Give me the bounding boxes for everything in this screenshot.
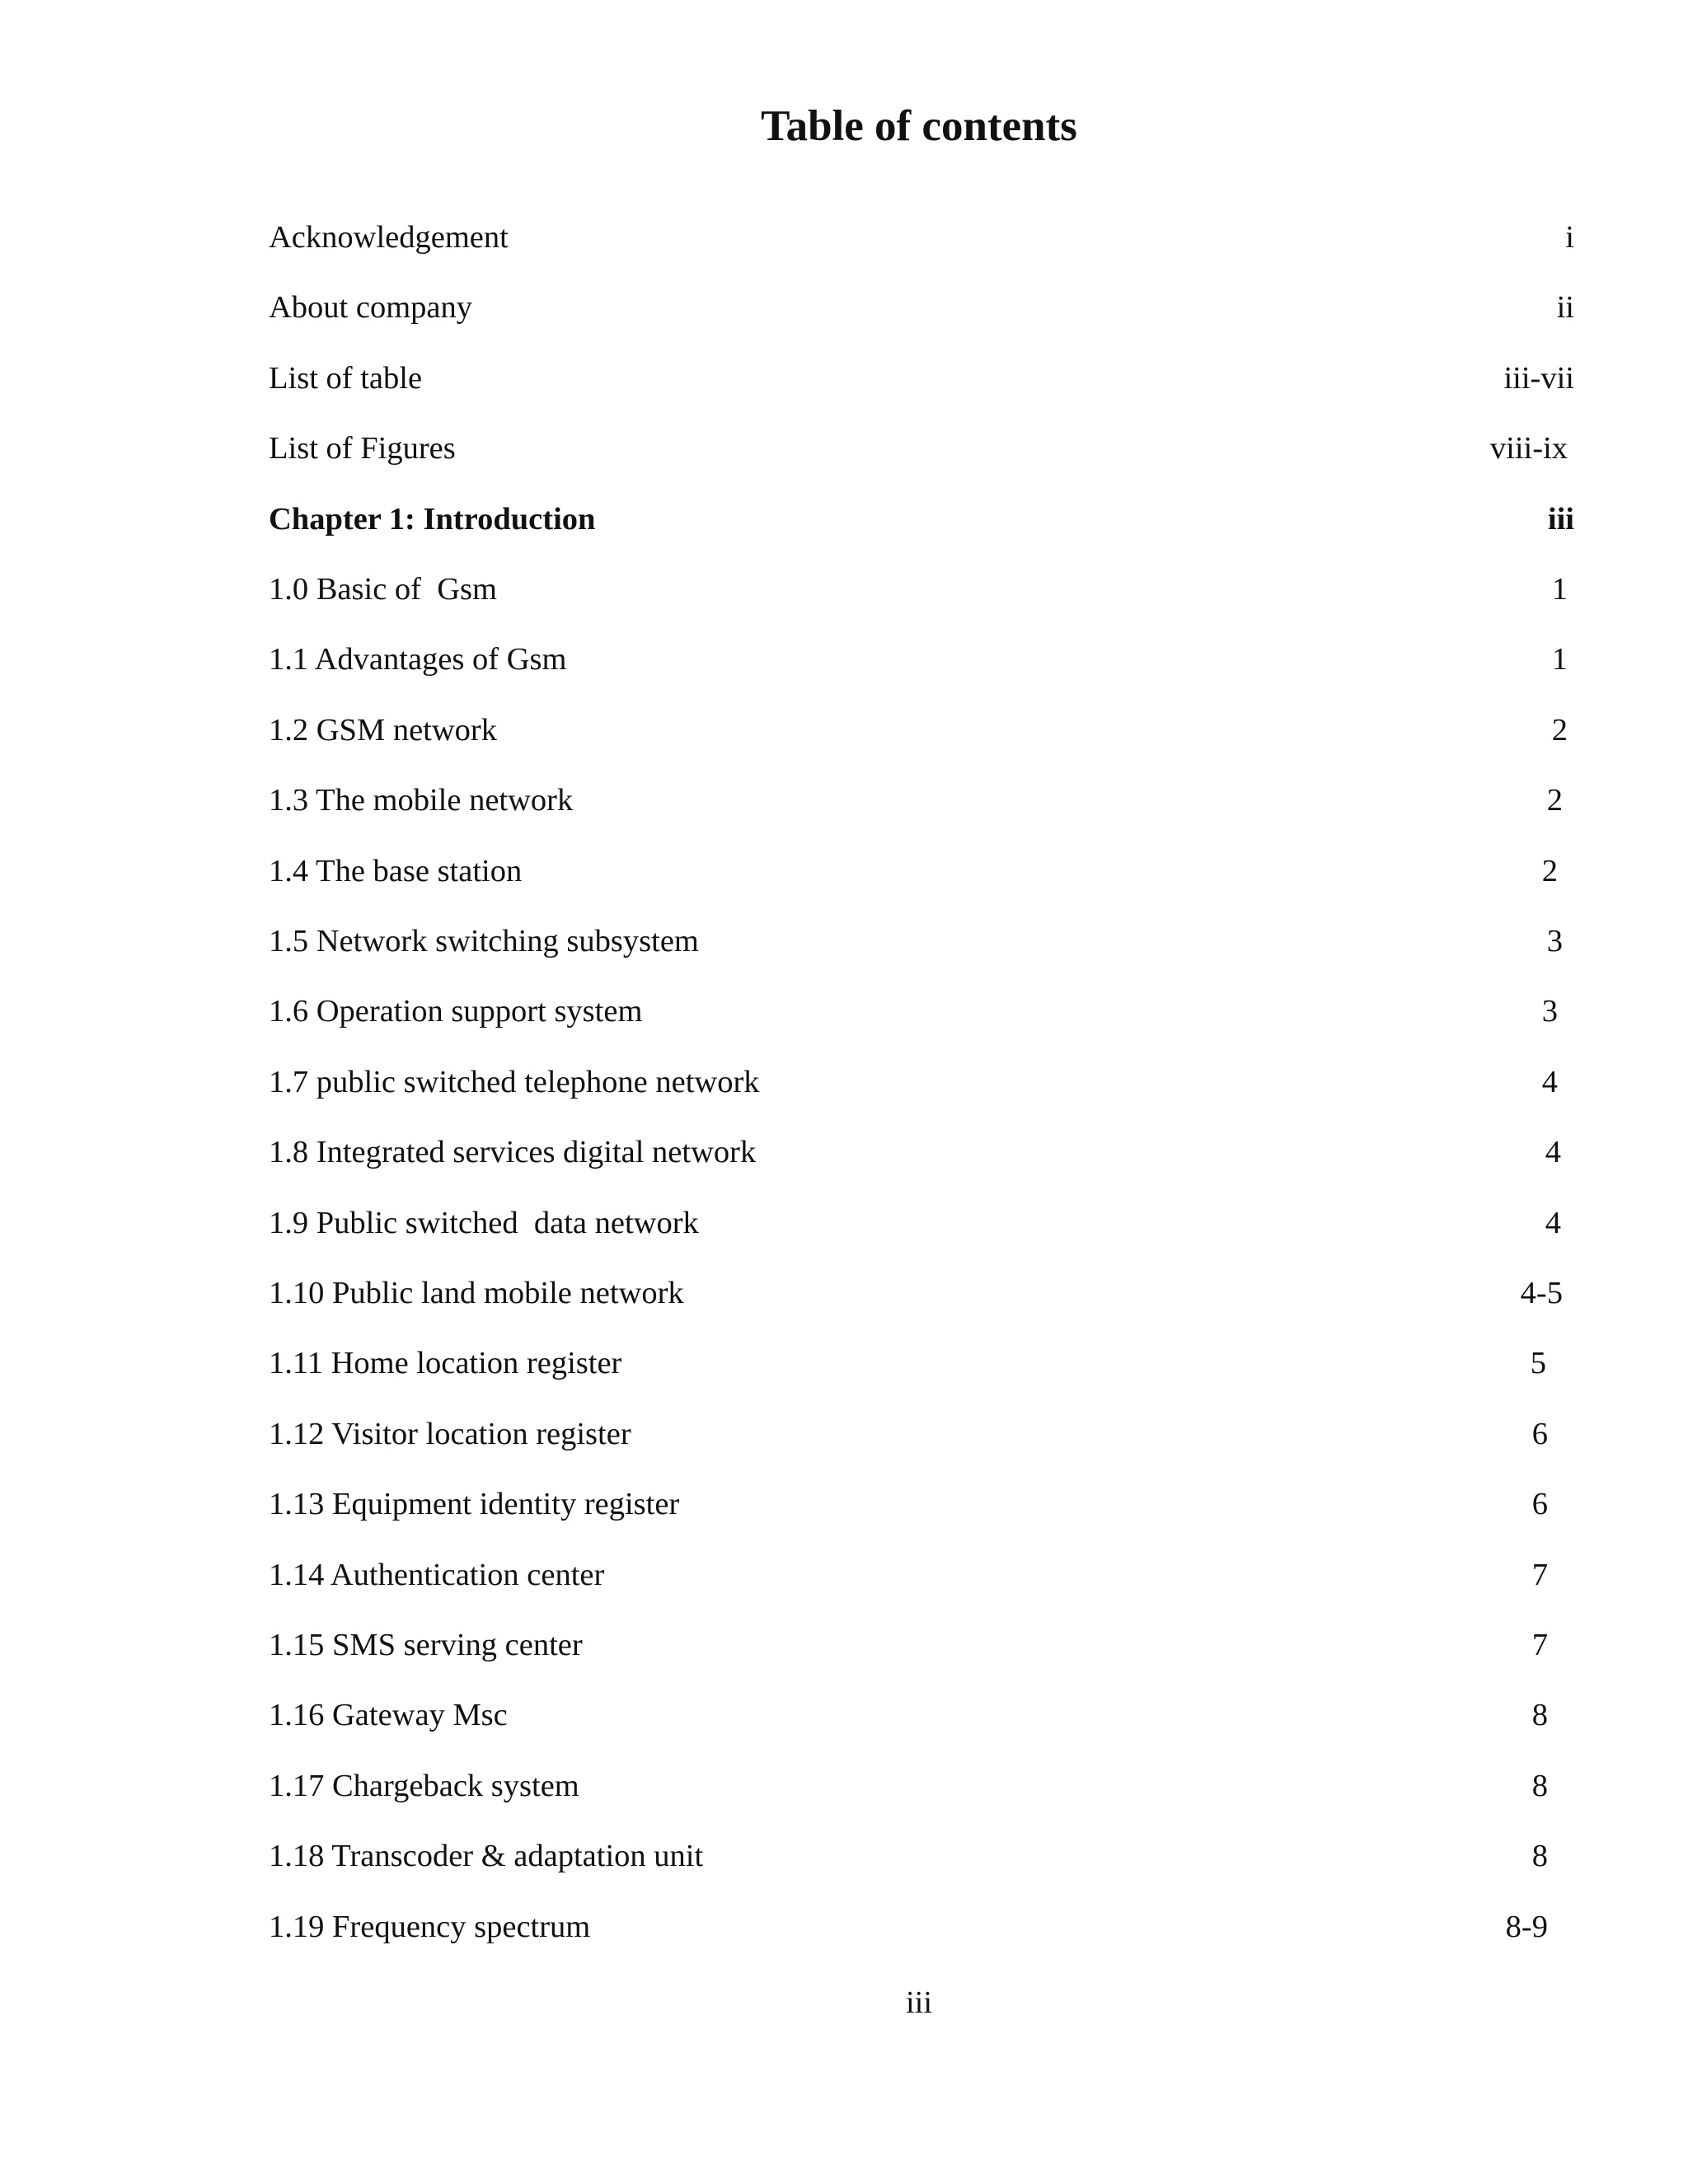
toc-entry (269, 1620, 1574, 1670)
toc-entry-page: iii-vii (1503, 360, 1574, 396)
toc-entry-title: 1.0 Basic of Gsm (269, 572, 497, 607)
toc-entry (269, 213, 1574, 262)
toc-entry (269, 1831, 1574, 1881)
toc-entry-page: 3 (1546, 924, 1563, 958)
toc-entry-title: List of Figures (269, 431, 456, 466)
toc-entry (269, 776, 1574, 825)
toc-entry (269, 1057, 1574, 1107)
toc-entry-page: 6 (1531, 1416, 1548, 1451)
toc-entry-page: 4 (1545, 1135, 1561, 1170)
toc-entry-page: 2 (1551, 712, 1568, 748)
toc-entry-page: viii-ix (1489, 431, 1568, 466)
toc-entry (269, 635, 1574, 684)
toc-entry-title: 1.6 Operation support system (269, 994, 643, 1029)
toc-entry (269, 1690, 1574, 1740)
toc-entry-title: 1.8 Integrated services digital network (269, 1135, 757, 1170)
toc-entry (269, 1338, 1574, 1388)
toc-entry (269, 565, 1574, 614)
toc-entry (269, 916, 1574, 966)
toc-entry-title: 1.3 The mobile network (269, 783, 574, 818)
toc-entry-title: 1.7 public switched telephone network (269, 1064, 760, 1099)
toc-entry (269, 1902, 1574, 1952)
toc-entry-title: Chapter 1: Introduction (269, 501, 596, 537)
toc-entry-title: 1.14 Authentication center (269, 1557, 605, 1592)
toc-entry (269, 705, 1574, 755)
toc-entry-title: 1.4 The base station (269, 853, 523, 888)
toc-entry-title: 1.10 Public land mobile network (269, 1276, 684, 1310)
toc-entry (269, 354, 1574, 403)
toc-entry-title: List of table (269, 360, 423, 396)
toc-entry-title: 1.16 Gateway Msc (269, 1698, 508, 1733)
toc-entry (269, 1479, 1574, 1529)
toc-entry-page: 8-9 (1505, 1909, 1548, 1944)
toc-entry (269, 987, 1574, 1036)
toc-entry (269, 1550, 1574, 1600)
toc-entry-page: ii (1556, 290, 1574, 326)
toc-entry-title: 1.2 GSM network (269, 712, 497, 748)
toc-entry-title: 1.13 Equipment identity register (269, 1487, 680, 1522)
toc-entry-page: 4 (1541, 1064, 1558, 1099)
toc-entry-page: 1 (1551, 572, 1568, 607)
toc-entry-page: 4 (1545, 1205, 1561, 1240)
toc-entry (269, 1268, 1574, 1318)
toc-entry-page: 8 (1531, 1698, 1548, 1733)
toc-entry (269, 1409, 1574, 1459)
toc-entry-title: 1.17 Chargeback system (269, 1768, 579, 1803)
toc-entry (269, 1761, 1574, 1811)
toc-entry-page: 4-5 (1520, 1276, 1563, 1310)
toc-entry-title: About company (269, 290, 472, 326)
toc-entry-title: 1.5 Network switching subsystem (269, 924, 699, 958)
toc-entry (269, 494, 1574, 544)
toc-entry (269, 846, 1574, 896)
toc-entry-title: 1.15 SMS serving center (269, 1628, 583, 1662)
toc-entry-page: i (1565, 220, 1574, 255)
toc-entry-page: 3 (1541, 994, 1558, 1029)
toc-entry-page: iii (1547, 501, 1574, 537)
toc-entry-title: 1.1 Advantages of Gsm (269, 642, 567, 677)
toc-entry-title: 1.18 Transcoder & adaptation unit (269, 1839, 704, 1874)
toc-entry-title: Acknowledgement (269, 220, 509, 255)
toc-entry-title: 1.19 Frequency spectrum (269, 1909, 591, 1944)
toc-entry-page: 2 (1541, 853, 1558, 888)
toc-entry-page: 1 (1551, 642, 1568, 677)
toc-entry-page: 7 (1531, 1557, 1548, 1592)
page-title: Table of contents (761, 102, 1077, 150)
toc-entry-page: 8 (1531, 1768, 1548, 1803)
toc-entry-page: 5 (1530, 1346, 1546, 1381)
toc-entry (269, 283, 1574, 332)
toc-entry-title: 1.9 Public switched data network (269, 1205, 699, 1240)
toc-entry (269, 1127, 1574, 1177)
toc-entry (269, 1198, 1574, 1248)
toc-entry-title: 1.12 Visitor location register (269, 1416, 631, 1451)
toc-entry (269, 424, 1574, 473)
toc-entry-page: 7 (1531, 1628, 1548, 1662)
toc-entry-page: 2 (1546, 783, 1563, 818)
toc-entry-page: 8 (1531, 1839, 1548, 1874)
toc-entry-page: 6 (1531, 1487, 1548, 1522)
toc-entry-title: 1.11 Home location register (269, 1346, 622, 1381)
page-number: iii (905, 1985, 933, 2020)
